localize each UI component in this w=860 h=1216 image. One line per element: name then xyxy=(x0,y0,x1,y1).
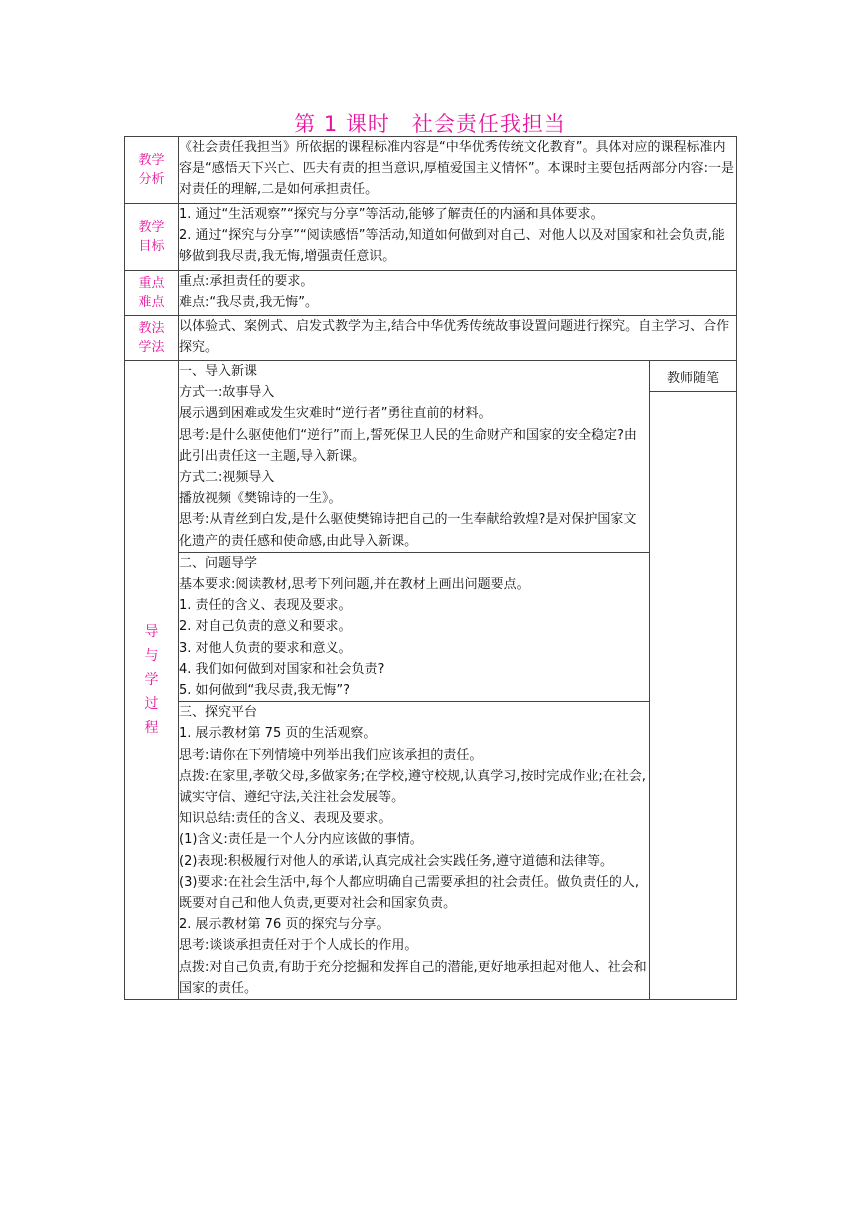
teacher-notes-header: 教师随笔 xyxy=(650,361,737,392)
row-analysis xyxy=(125,137,737,204)
row-process-2 xyxy=(125,552,737,701)
process-line: 点拨:在家里,孝敬父母,多做家务;在学校,遵守校规,认真学习,按时完成作业;在社会,诚实守信、遵纪守法,关注社会发展等。 xyxy=(179,768,646,806)
process-line: 思考:请你在下列情境中列举出我们应该承担的责任。 xyxy=(179,747,483,763)
label-line: 学法 xyxy=(138,340,165,355)
label-process xyxy=(125,361,179,1000)
process-line: 基本要求:阅读教材,思考下列问题,并在教材上画出问题要点。 xyxy=(179,577,530,593)
keypoint-item: 重点:承担责任的要求。 xyxy=(179,274,314,289)
label-line: 分析 xyxy=(138,172,165,187)
content-goals xyxy=(179,204,737,271)
process-line: 三、探究平台 xyxy=(179,705,258,721)
label-line: 目标 xyxy=(138,239,165,254)
process-line: 方式一:故事导入 xyxy=(179,385,275,401)
content-analysis xyxy=(179,137,737,204)
row-process-1 xyxy=(125,361,737,392)
process-line: 点拨:对自己负责,有助于充分挖掘和发挥自己的潜能,更好地承担起对他人、社会和国家的责任。 xyxy=(179,959,647,996)
label-char: 学 xyxy=(144,672,159,689)
process-line: (3)要求:在社会生活中,每个人都应明确自己需要承担的社会责任。做负责任的人,既要对自己和他人负责,更要对社会和国家负责。 xyxy=(179,874,640,912)
goal-item: 1. 通过“生活观察”“探究与分享”等活动,能够了解责任的内涵和具体要求。 xyxy=(179,207,604,222)
label-line: 重点 xyxy=(138,276,165,291)
label-methods xyxy=(125,316,179,361)
process-line: 思考:是什么驱使他们“逆行”而上,誓死保卫人民的生命财产和国家的安全稳定?由此引出责任这一主题,导入新课。 xyxy=(179,427,637,464)
content-guided-questions xyxy=(179,552,650,701)
keypoint-item: 难点:“我尽责,我无悔”。 xyxy=(179,295,318,311)
row-methods xyxy=(125,316,737,361)
page-title: 第 1 课时 社会责任我担当 xyxy=(294,112,566,136)
process-line: 知识总结:责任的含义、表现及要求。 xyxy=(179,811,392,827)
label-char: 导 xyxy=(144,624,159,641)
analysis-text: 《社会责任我担当》所依据的课程标准内容是“中华优秀传统文化教育”。具体对应的课程标准内容是“感悟天下兴亡、匹夫有责的担当意识,厚植爱国主义情怀”。本课时主要包括两部分内容:一是对责任的理解,二是如何承担责任。 xyxy=(179,140,734,198)
lesson-plan-table xyxy=(124,136,737,1000)
process-line: 4. 我们如何做到对国家和社会负责? xyxy=(179,661,385,677)
process-line: 1. 责任的含义、表现及要求。 xyxy=(179,598,352,614)
process-line: 1. 展示教材第 75 页的生活观察。 xyxy=(179,726,377,742)
label-char: 过 xyxy=(144,696,159,713)
label-char: 程 xyxy=(144,720,159,737)
label-goals xyxy=(125,204,179,271)
label-analysis xyxy=(125,137,179,204)
label-char: 与 xyxy=(144,648,159,665)
process-line: (1)含义:责任是一个人分内应该做的事情。 xyxy=(179,832,423,848)
content-intro xyxy=(179,361,650,553)
process-line: 一、导入新课 xyxy=(179,364,258,379)
process-line: 思考:谈谈承担责任对于个人成长的作用。 xyxy=(179,938,418,954)
process-line: 2. 展示教材第 76 页的探究与分享。 xyxy=(179,917,390,933)
process-line: 展示遇到困难或发生灾难时“逆行者”勇往直前的材料。 xyxy=(179,406,492,422)
label-line: 教法 xyxy=(138,321,165,336)
process-line: 方式二:视频导入 xyxy=(179,470,275,486)
label-line: 教学 xyxy=(138,153,165,168)
content-keypoints xyxy=(179,271,737,316)
process-line: 播放视频《樊锦诗的一生》。 xyxy=(179,491,342,507)
row-goals xyxy=(125,204,737,271)
content-exploration xyxy=(179,702,650,1000)
process-line: (2)表现:积极履行对他人的承诺,认真完成社会实践任务,遵守道德和法律等。 xyxy=(179,853,614,869)
process-line: 思考:从青丝到白发,是什么驱使樊锦诗把自己的一生奉献给敦煌?是对保护国家文化遗产的责任感和使命感,由此导入新课。 xyxy=(179,512,637,549)
row-keypoints xyxy=(125,271,737,316)
methods-text: 以体验式、案例式、启发式教学为主,结合中华优秀传统故事设置问题进行探究。自主学习、合作探究。 xyxy=(179,319,730,356)
label-line: 难点 xyxy=(138,295,165,310)
label-line: 教学 xyxy=(138,220,165,235)
process-line: 3. 对他人负责的要求和意义。 xyxy=(179,640,352,656)
process-line: 5. 如何做到“我尽责,我无悔”? xyxy=(179,683,351,699)
label-keypoints xyxy=(125,271,179,316)
process-line: 2. 对自己负责的意义和要求。 xyxy=(179,619,352,635)
teacher-notes-area[interactable] xyxy=(650,392,737,1000)
row-process-3 xyxy=(125,702,737,1000)
content-methods xyxy=(179,316,737,361)
goal-item: 2. 通过“探究与分享”“阅读感悟”等活动,知道如何做到对自己、对他人以及对国家和社会负责,能够做到我尽责,我无悔,增强责任意识。 xyxy=(179,228,725,265)
process-line: 二、问题导学 xyxy=(179,555,258,571)
